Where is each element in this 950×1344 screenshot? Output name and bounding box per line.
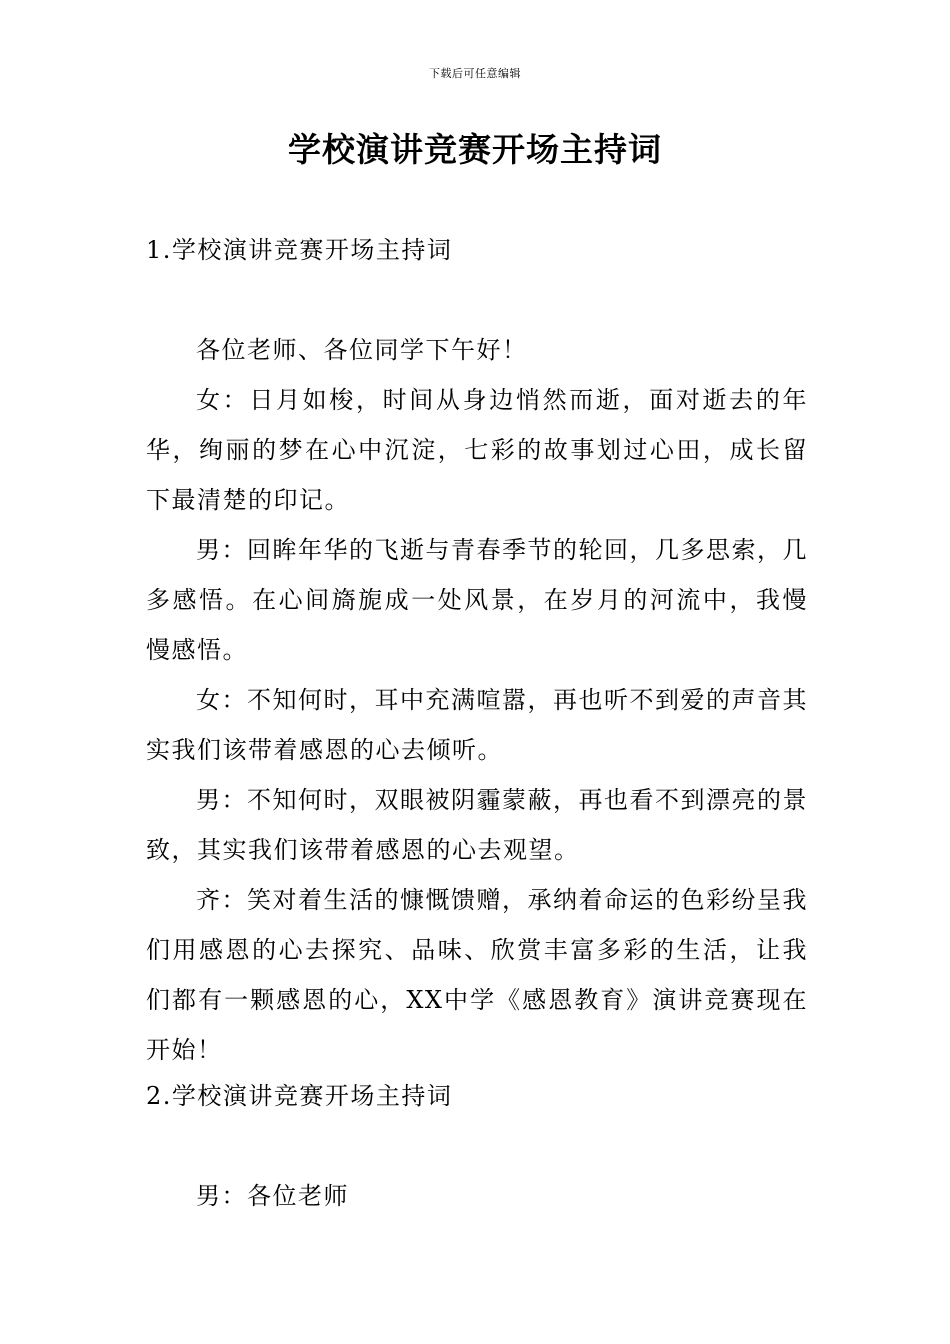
section-heading: 1.学校演讲竞赛开场主持词 [146,236,453,264]
section-2 [146,1071,808,1121]
dialogue-paragraph: 男：不知何时，双眼被阴霾蒙蔽，再也看不到漂亮的景致，其实我们该带着感恩的心去观望。 [146,786,808,864]
section-2-body [146,1171,808,1221]
dialogue-paragraph: 女：日月如梭，时间从身边悄然而逝，面对逝去的年华，绚丽的梦在心中沉淀，七彩的故事划过心田，成长留下最清楚的印记。 [146,386,808,514]
dialogue-paragraph: 男：各位老师 [196,1182,349,1210]
dialogue-paragraph: 男：回眸年华的飞逝与青春季节的轮回，几多思索，几多感悟。在心间旖旎成一处风景，在岁月的河流中，我慢慢感悟。 [146,536,808,664]
document-title: 学校演讲竞赛开场主持词 [288,130,662,169]
section-heading: 2.学校演讲竞赛开场主持词 [146,1082,453,1110]
dialogue-paragraph: 齐：笑对着生活的慷慨馈赠，承纳着命运的色彩纷呈我们用感恩的心去探究、品味、欣赏丰富多彩的生活，让我们都有一颗感恩的心，XX中学《感恩教育》演讲竞赛现在开始！ [146,886,808,1064]
greeting-paragraph: 各位老师、各位同学下午好！ [196,336,528,364]
section-1 [146,225,808,275]
header-note: 下载后可任意编辑 [429,67,521,80]
section-1-body [146,325,808,1075]
dialogue-paragraph: 女：不知何时，耳中充满喧嚣，再也听不到爱的声音其实我们该带着感恩的心去倾听。 [146,686,808,764]
